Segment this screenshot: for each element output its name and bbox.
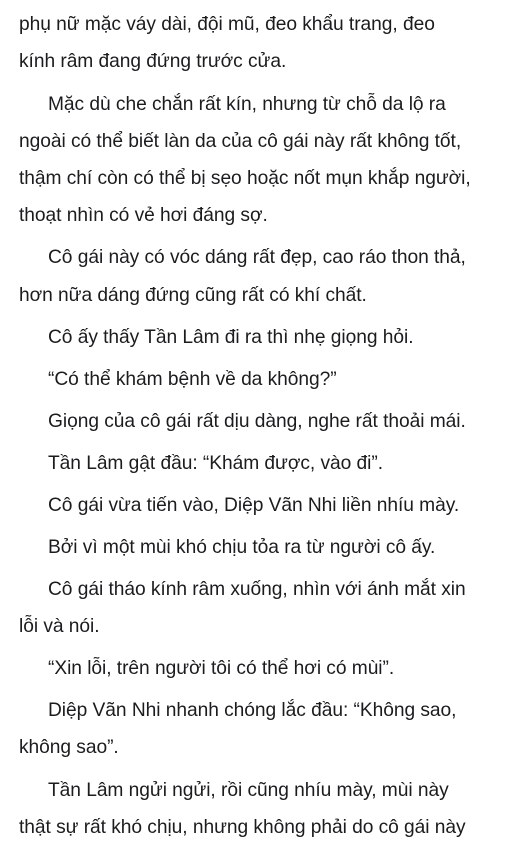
paragraph-first-line: Tần Lâm ngửi ngửi, rồi cũng nhíu mày, mùi này [48,780,449,801]
paragraph-first-line: Cô gái vừa tiến vào, Diệp Vãn Nhi liền nhíu mày. [48,495,460,516]
text-line: kính râm đang đứng trước cửa. [19,51,287,72]
text-line: ngoài có thể biết làn da của cô gái này rất không tốt, [19,131,462,152]
paragraph-first-line: Tần Lâm gật đầu: “Khám được, vào đi”. [48,453,383,474]
text-line: thậm chí còn có thể bị sẹo hoặc nốt mụn khắp người, [19,168,471,189]
paragraph-first-line: Mặc dù che chắn rất kín, nhưng từ chỗ da lộ ra [48,94,446,115]
text-line: phụ nữ mặc váy dài, đội mũ, đeo khẩu trang, đeo [19,14,435,35]
paragraph-first-line: Bởi vì một mùi khó chịu tỏa ra từ người cô ấy. [48,537,436,558]
paragraph-first-line: “Có thể khám bệnh về da không?” [48,369,337,390]
paragraph-first-line: Cô gái tháo kính râm xuống, nhìn với ánh mắt xin [48,579,466,600]
text-line: thoạt nhìn có vẻ hơi đáng sợ. [19,205,268,226]
paragraph-first-line: Giọng của cô gái rất dịu dàng, nghe rất thoải mái. [48,411,466,432]
text-line: không sao”. [19,737,119,758]
paragraph-first-line: Cô ấy thấy Tần Lâm đi ra thì nhẹ giọng hỏi. [48,327,414,348]
paragraph-first-line: “Xin lỗi, trên người tôi có thể hơi có mùi”. [48,658,395,679]
paragraph-first-line: Cô gái này có vóc dáng rất đẹp, cao ráo thon thả, [48,247,466,268]
text-line: lỗi và nói. [19,616,100,637]
text-line: hơn nữa dáng đứng cũng rất có khí chất. [19,285,367,306]
text-line: thật sự rất khó chịu, nhưng không phải do cô gái này [19,817,466,838]
paragraph-first-line: Diệp Vãn Nhi nhanh chóng lắc đầu: “Không sao, [48,700,457,721]
